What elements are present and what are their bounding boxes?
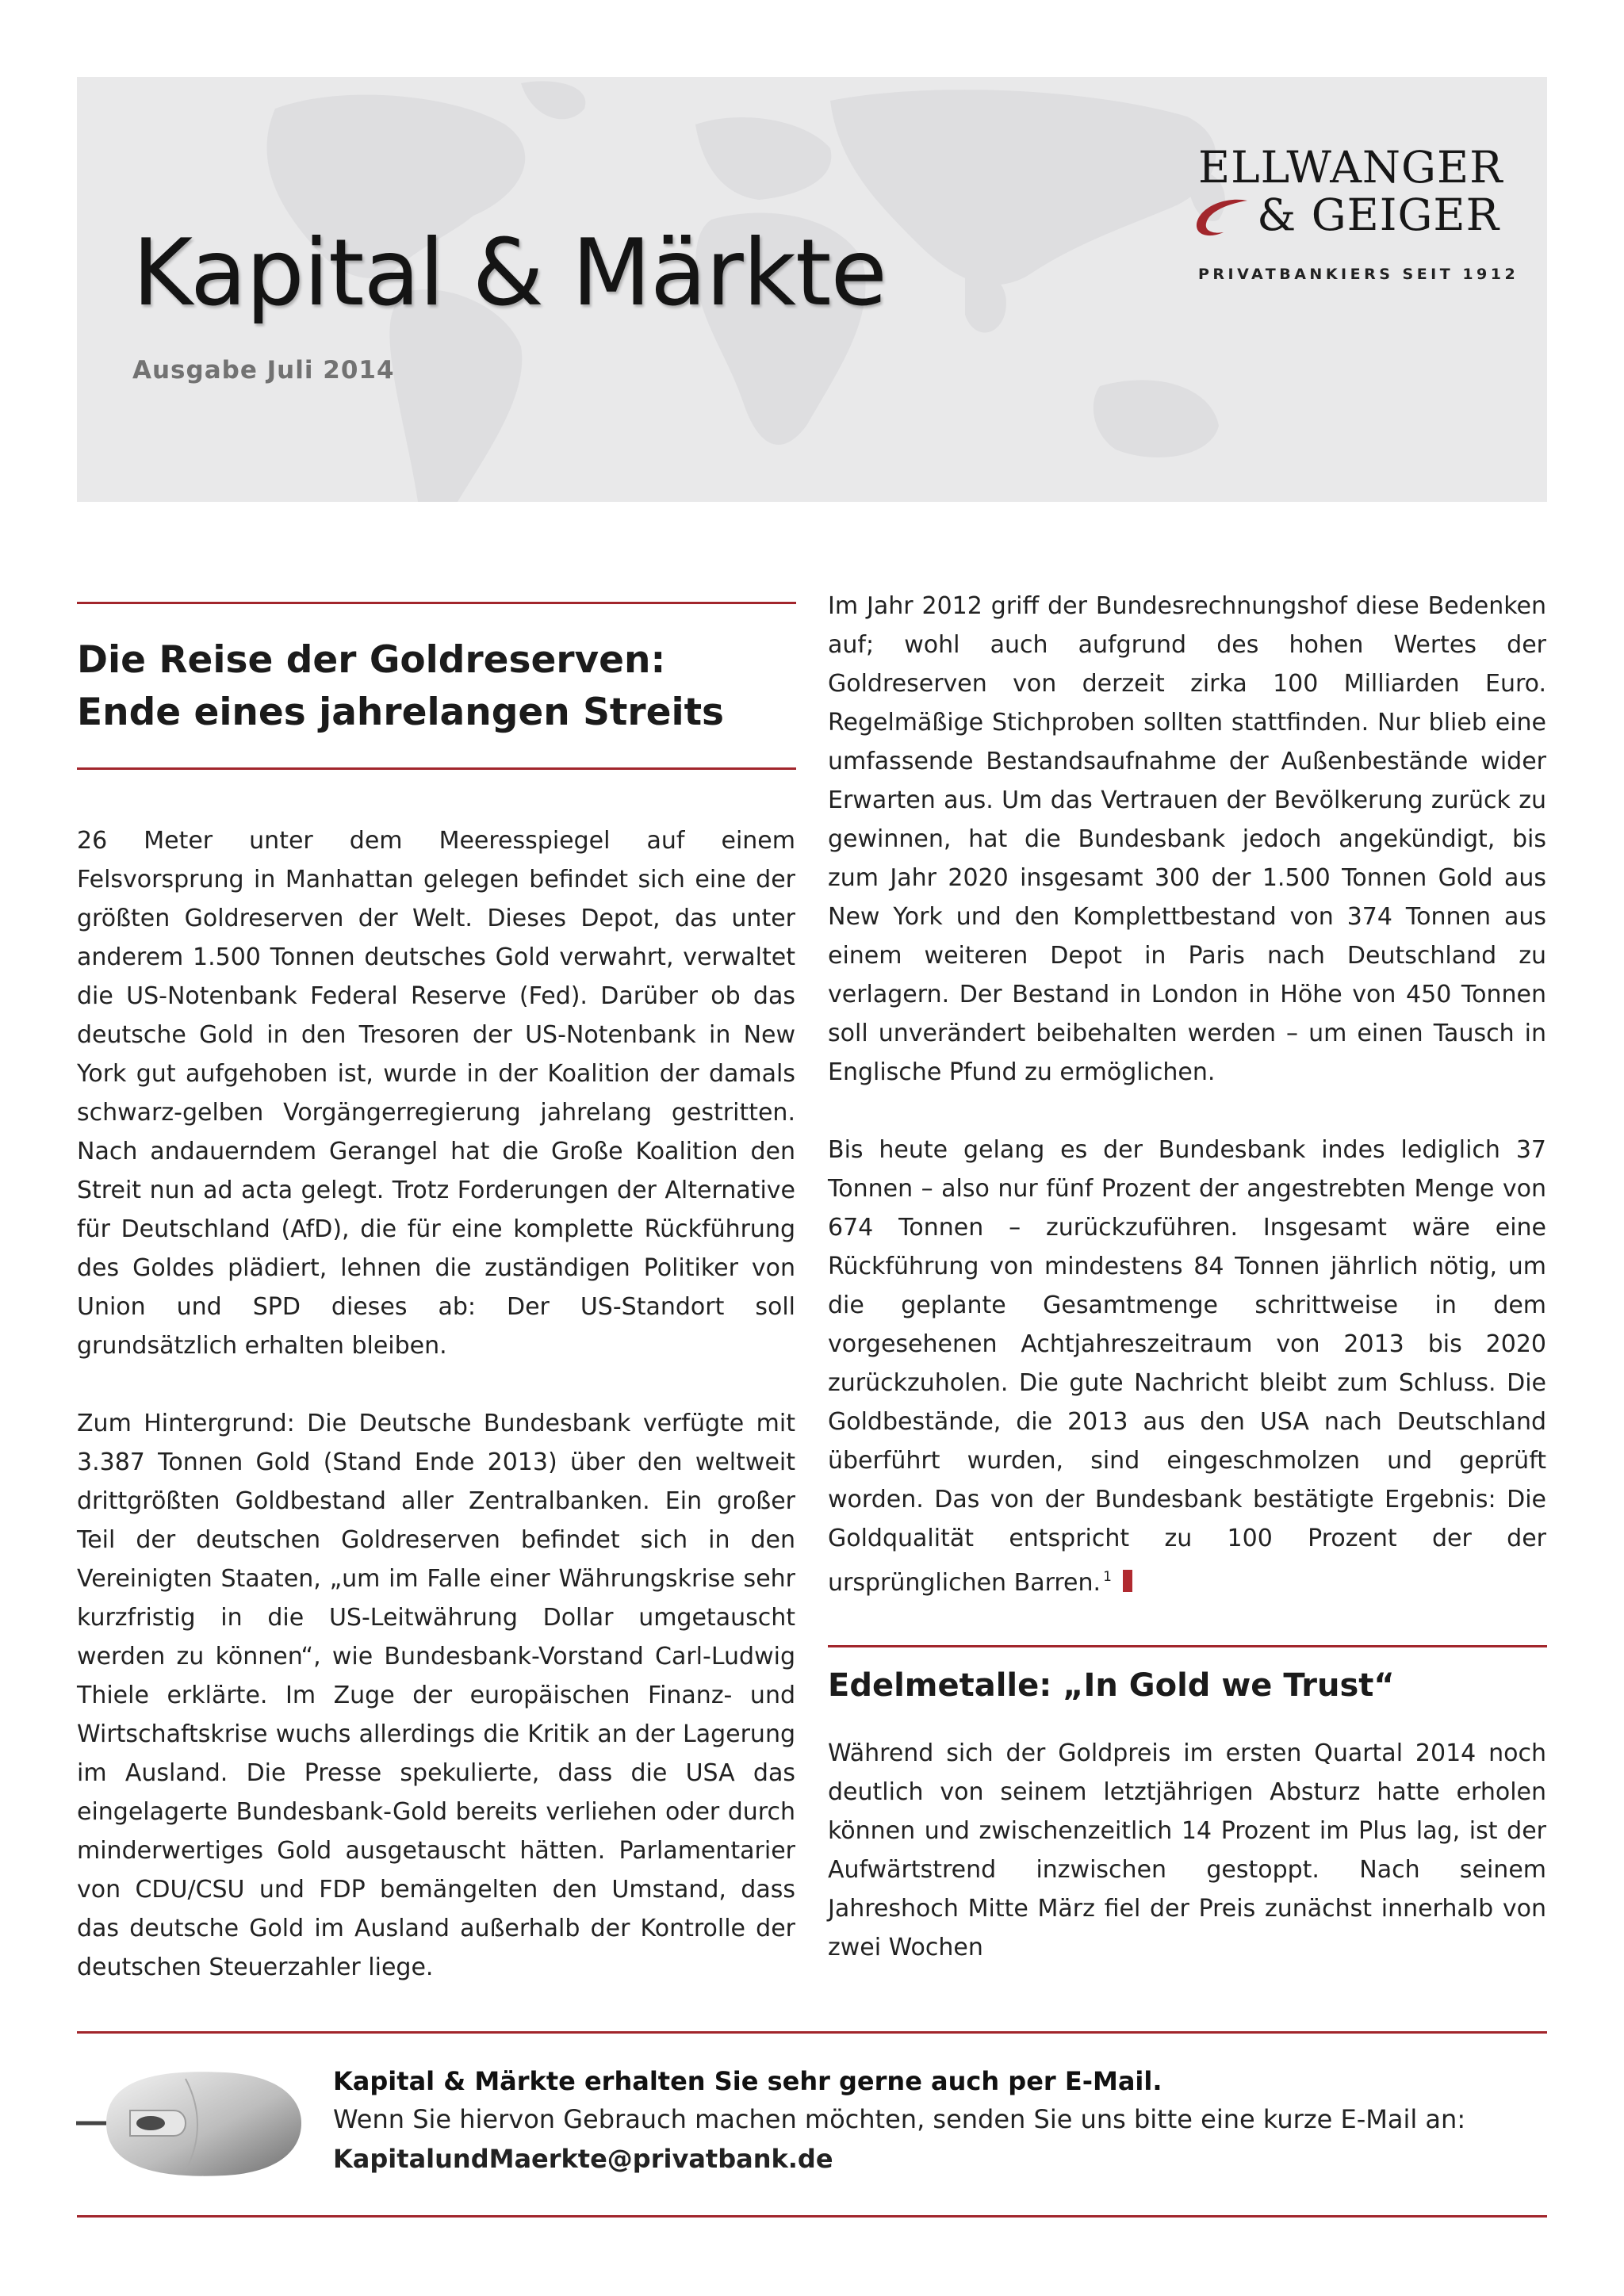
logo-line-1: ELLWANGER [1198,142,1503,193]
computer-mouse-icon [75,2061,304,2180]
headline-line-2: Ende eines jahrelangen Streits [77,691,725,734]
footnote-marker: 1 [1103,1569,1112,1585]
article-column-right [828,587,1546,1641]
footer-top-rule [77,2031,1547,2034]
header-banner [77,77,1547,502]
headline-line-1: Die Reise der Goldreserven: [77,638,666,682]
logo-swoosh-icon [1192,194,1265,240]
logo-line-2-text: & GEIGER [1257,189,1500,240]
promo-text: Wenn Sie hiervon Gebrauch machen möchten, senden Sie uns bitte eine kurze E-Mail an: [333,2104,1466,2134]
article-headline [77,634,795,739]
article-column-left [77,821,795,2026]
publication-title: Kapital & Märkte [132,220,887,327]
headline-bottom-rule [77,767,796,770]
article-end-mark [1123,1570,1132,1592]
article2-headline: Edelmetalle: „In Gold we Trust“ [828,1667,1395,1704]
article2-column [828,1734,1546,2006]
promo-email-link[interactable]: KapitalundMaerkte@privatbank.de [333,2144,833,2174]
bank-logo [1198,142,1519,283]
article-paragraph-4-text: Bis heute gelang es der Bundesbank indes lediglich 37 Tonnen – also nur fünf Prozent der angestrebten Menge von 674 Tonnen – zurückzuführen. Insgesamt wäre eine Rückführung von mindestens 84 Tonnen jährlich nötig, um die geplante Gesamtmenge schrittweise in dem vorgesehenen Achtjahreszeitraum von 2013 bis 2020 zurückzuholen. Die gute Nachricht bleibt zum Schluss. Die Goldbestände, die 2013 aus den USA nach Deutschland überführt wurden, sind eingeschmolzen und geprüft worden. Das von der Bundesbank bestätigte Ergebnis: Die Goldqualität entspricht zu 100 Prozent der der ursprünglichen Barren. [828,1136,1546,1597]
article-paragraph-2: Zum Hintergrund: Die Deutsche Bundesbank verfügte mit 3.387 Tonnen Gold (Stand Ende 2013) über den weltweit drittgrößten Goldbestand aller Zentralbanken. Ein großer Teil der deutschen Goldreserven befindet sich in den Vereinigten Staaten, „um im Falle einer Währungskrise sehr kurzfristig in die US-Leitwährung Dollar umgetauscht werden zu können“, wie Bundesbank-Vorstand Carl-Ludwig Thiele erklärte. Im Zuge der europäischen Finanz- und Wirtschaftskrise wuchs allerdings die Kritik an der Lagerung im Ausland. Die Presse spekulierte, dass die USA das eingelagerte Bundesbank-Gold bereits verliehen oder durch minderwertiges Gold ausgetauscht hätten. Parlamentarier von CDU/CSU und FDP bemängelten den Umstand, dass das deutsche Gold im Ausland außerhalb der Kontrolle der deutschen Steuerzahler liege. [77,1410,795,1981]
promo-title: Kapital & Märkte erhalten Sie sehr gerne auch per E-Mail. [333,2066,1162,2096]
article-paragraph-4 [828,1131,1546,1602]
email-promo [333,2062,1522,2179]
logo-tagline: PRIVATBANKIERS SEIT 1912 [1198,266,1519,283]
footer-bottom-rule [77,2215,1547,2218]
article-paragraph-3: Im Jahr 2012 griff der Bundesrechnungshof diese Bedenken auf; wohl auch aufgrund des hohen Wertes der Goldreserven von derzeit zirka 100 Milliarden Euro. Regelmäßige Stichproben sollten stattfinden. Nur blieb eine umfassende Bestandsaufnahme der Außenbestände wider Erwarten aus. Um das Vertrauen der Bevölkerung zurück zu gewinnen, hat die Bundesbank jedoch angekündigt, bis zum Jahr 2020 insgesamt 300 der 1.500 Tonnen Gold aus New York und den Komplettbestand von 374 Tonnen aus einem weiteren Depot in Paris nach Deutschland zu verlagern. Der Bestand in London in Höhe von 450 Tonnen soll unverändert beibehalten werden – um einen Tausch in Englische Pfund zu ermöglichen. [828,592,1546,1086]
issue-date: Ausgabe Juli 2014 [132,356,395,385]
headline-top-rule [77,602,796,604]
article-paragraph-1: 26 Meter unter dem Meeresspiegel auf einem Felsvorsprung in Manhattan gelegen befindet sich eine der größten Goldreserven der Welt. Dieses Depot, das unter anderem 1.500 Tonnen deutsches Gold verwahrt, verwaltet die US-Notenbank Federal Reserve (Fed). Darüber ob das deutsche Gold in den Tresoren der US-Notenbank in New York gut aufgehoben ist, wurde in der Koalition der damals schwarz-gelben Vorgängerregierung jahrelang gestritten. Nach andauerndem Gerangel hat die Große Koalition den Streit nun ad acta gelegt. Trotz Forderungen der Alternative für Deutschland (AfD), die für eine komplette Rückführung des Goldes plädiert, lehnen die zuständigen Politiker von Union und SPD dieses ab: Der US-Standort soll grundsätzlich erhalten bleiben. [77,827,795,1360]
article2-paragraph-1: Während sich der Goldpreis im ersten Quartal 2014 noch deutlich von seinem letztjährigen Absturz hatte erholen können und zwischenzeitlich 14 Prozent im Plus lag, ist der Aufwärtstrend inzwischen gestoppt. Nach seinem Jahreshoch Mitte März fiel der Preis zunächst innerhalb von zwei Wochen [828,1739,1546,1961]
logo-line-2 [1198,191,1500,239]
subhead-top-rule [828,1645,1547,1647]
